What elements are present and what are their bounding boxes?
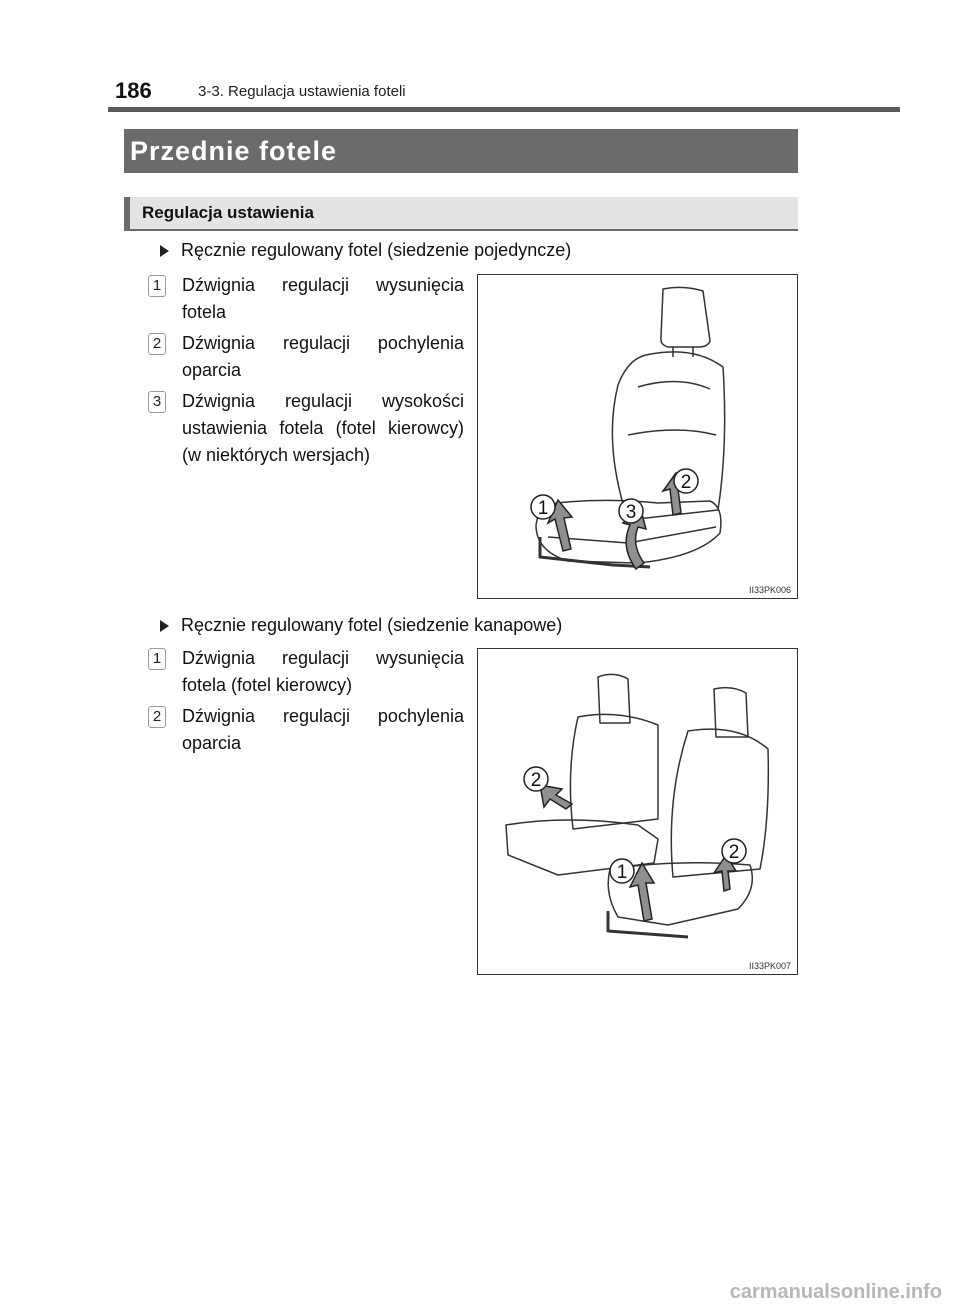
headrest-shape (661, 287, 710, 347)
callout-label: 2 (680, 472, 692, 493)
figure-code: II33PK007 (748, 961, 791, 971)
item-number-badge: 2 (148, 706, 166, 728)
list-item (152, 272, 464, 326)
bullet-arrow-icon (160, 620, 169, 632)
item-text: Dźwignia regulacji pochylenia oparcia (182, 333, 464, 380)
list-item (152, 645, 464, 699)
section-subtitle: Regulacja ustawienia (124, 197, 798, 231)
item-text: Dźwignia regulacji pochylenia oparcia (182, 706, 464, 753)
list-item (152, 703, 464, 757)
section-path: 3-3. Regulacja ustawienia foteli (198, 83, 406, 100)
callout-label: 2 (530, 770, 542, 791)
page-number: 186 (115, 78, 152, 103)
bullet-text: Ręcznie regulowany fotel (siedzenie pojedyncze) (181, 240, 572, 260)
bullet-bench-seat (160, 615, 562, 636)
item-text: Dźwignia regulacji wysokości ustawienia fotela (fotel kierowcy) (w niektórych wersjach) (182, 391, 464, 465)
item-number-badge: 3 (148, 391, 166, 413)
bullet-single-seat (160, 240, 571, 261)
item-number-badge: 1 (148, 648, 166, 670)
backrest-shape (570, 714, 658, 829)
backrest-shape (612, 352, 724, 520)
bullet-arrow-icon (160, 245, 169, 257)
list-item (152, 330, 464, 384)
header-rule (108, 107, 900, 112)
callout-label: 1 (616, 862, 628, 883)
callout-label: 1 (537, 498, 549, 519)
callout-label: 2 (728, 842, 740, 863)
arrow-icon (540, 785, 572, 809)
figure-bench-seat (477, 648, 798, 975)
backrest-shape (671, 729, 768, 877)
item-number-badge: 2 (148, 333, 166, 355)
bench-seat-illustration (478, 649, 797, 974)
bullet-text: Ręcznie regulowany fotel (siedzenie kanapowe) (181, 615, 563, 635)
callout-label: 3 (625, 502, 637, 523)
watermark: carmanualsonline.info (729, 1281, 942, 1303)
item-text: Dźwignia regulacji wysunięcia fotela (fotel kierowcy) (182, 648, 464, 695)
page-title: Przednie fotele (124, 129, 798, 173)
figure-single-seat (477, 274, 798, 599)
figure-code: II33PK006 (748, 585, 791, 595)
list-item (152, 388, 464, 469)
item-number-badge: 1 (148, 275, 166, 297)
item-text: Dźwignia regulacji wysunięcia fotela (182, 275, 464, 322)
seat-illustration (478, 275, 797, 598)
